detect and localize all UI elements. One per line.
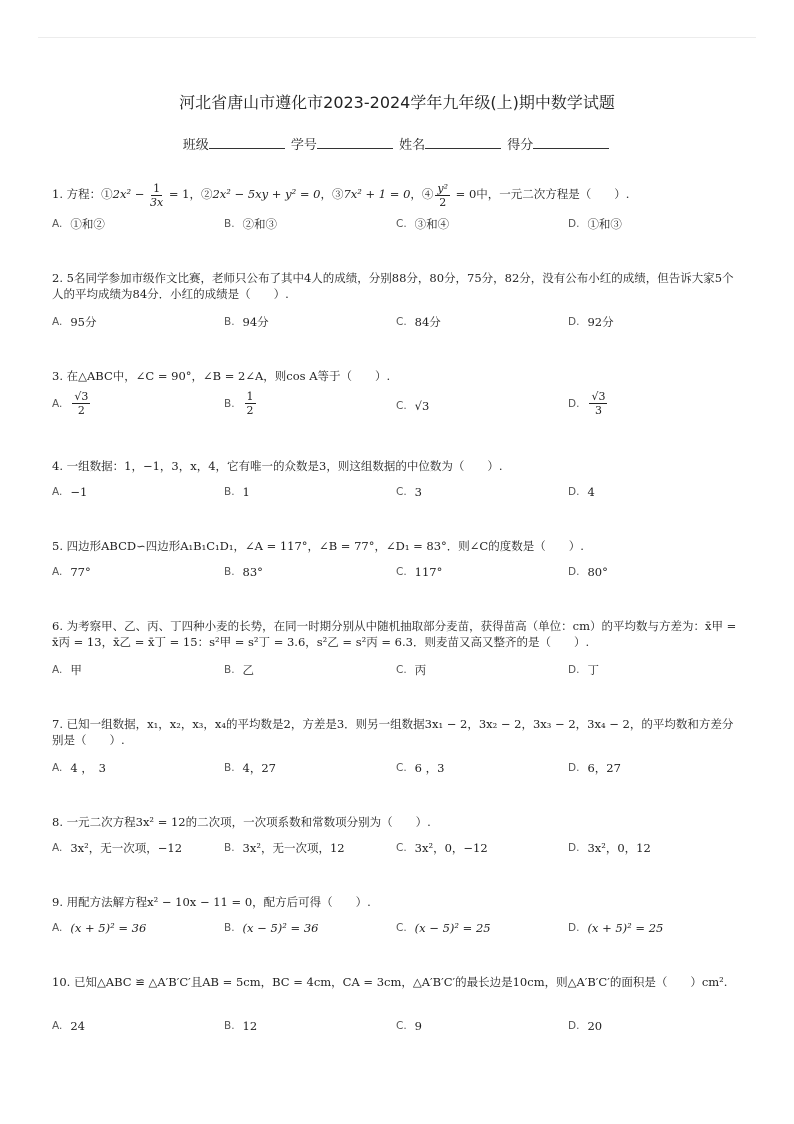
question-stem: 10. 已知△ABC ≌ △A′B′C′且AB = 5cm，BC = 4cm，CA = 3cm，△A′B′C′的最长边是10cm，则△A′B′C′的面积是（ ）cm².	[52, 975, 728, 989]
header-rule	[38, 37, 756, 38]
option-b[interactable]: B. (x − 5)² = 36	[224, 921, 319, 935]
question-stem: 7. 已知一组数据，x₁，x₂，x₃，x₄的平均数是2，方差是3．则另一组数据3x₁ − 2，3x₂ − 2，3x₃ − 2，3x₄ − 2，的平均数和方差分别是（ ）.	[52, 717, 734, 747]
option-b[interactable]: B. ②和③	[224, 217, 278, 231]
score-blank[interactable]	[533, 136, 609, 149]
options	[52, 840, 742, 862]
option-c[interactable]: C. ③和④	[396, 217, 450, 231]
question-stem: 4. 一组数据：1，−1，3，x，4，它有唯一的众数是3，则这组数据的中位数为（ ）.	[52, 459, 503, 473]
option-d[interactable]: D. 80°	[568, 565, 608, 579]
option-b[interactable]: B. 4，27	[224, 761, 276, 775]
question-stem: 1. 方程：①2x² − $\frac{1}{3x}$ = 1，②2x² − 5xy + y² = 0，③7x² + 1 = 0，④ $\frac{\text{y²}}{2}$ = 0中，一元二次方程是（ ）.	[52, 181, 630, 209]
option-c[interactable]: C. 丙	[396, 663, 427, 677]
class-blank[interactable]	[209, 136, 285, 149]
options	[52, 1018, 742, 1040]
options	[52, 920, 742, 942]
question-5	[52, 538, 744, 579]
option-a[interactable]: A. 3x²，无一次项，−12	[52, 841, 183, 855]
option-c[interactable]: C. (x − 5)² = 25	[396, 921, 491, 935]
option-a[interactable]: A. 95分	[52, 315, 97, 329]
option-d[interactable]: D. (x + 5)² = 25	[568, 921, 664, 935]
options	[52, 216, 742, 238]
option-a[interactable]: A. $\frac{√3}{2}$	[52, 390, 89, 417]
option-c[interactable]: C. √3	[396, 399, 430, 413]
option-d[interactable]: D. $\frac{√3}{3}$	[568, 390, 606, 417]
option-c[interactable]: C. 84分	[396, 315, 441, 329]
options	[52, 662, 742, 684]
student-id-blank[interactable]	[317, 136, 393, 149]
fraction: $\frac{\text{y²}}{2}$	[437, 181, 449, 209]
option-d[interactable]: D. ①和③	[568, 217, 622, 231]
question-4	[52, 458, 744, 499]
question-10	[52, 974, 744, 1033]
option-d[interactable]: D. 20	[568, 1019, 603, 1033]
option-d[interactable]: D. 4	[568, 485, 595, 499]
option-a[interactable]: A. 甲	[52, 663, 82, 677]
info-field-name: 姓名	[399, 134, 503, 153]
option-c[interactable]: C. 9	[396, 1019, 422, 1033]
options	[52, 760, 742, 782]
option-c[interactable]: C. 3x²，0，−12	[396, 841, 488, 855]
option-b[interactable]: B. 3x²，无一次项，12	[224, 841, 345, 855]
question-stem: 9. 用配方法解方程x² − 10x − 11 = 0，配方后可得（ ）.	[52, 895, 371, 909]
question-3	[52, 368, 744, 417]
option-d[interactable]: D. 3x²，0，12	[568, 841, 651, 855]
option-b[interactable]: B. 1	[224, 485, 250, 499]
option-a[interactable]: A. 77°	[52, 565, 91, 579]
option-b[interactable]: B. 乙	[224, 663, 255, 677]
option-a[interactable]: A. 4 ， 3	[52, 761, 106, 775]
question-stem: 2. 5名同学参加市级作文比赛，老师只公布了其中4人的成绩，分别88分，80分，75分，82分，没有公布小红的成绩，但告诉大家5个人的平均成绩为84分．小红的成绩是（ ）.	[52, 271, 734, 301]
question-2	[52, 270, 744, 329]
name-blank[interactable]	[425, 136, 501, 149]
option-d[interactable]: D. 92分	[568, 315, 614, 329]
fraction: $\frac{√3}{2}$	[74, 390, 89, 417]
option-b[interactable]: B. 83°	[224, 565, 263, 579]
options	[52, 390, 742, 424]
option-a[interactable]: A. −1	[52, 485, 88, 499]
question-stem: 5. 四边形ABCD∽四边形A₁B₁C₁D₁，∠A = 117°，∠B = 77°，∠D₁ = 83°．则∠C的度数是（ ）.	[52, 539, 584, 553]
page-title: 河北省唐山市遵化市2023-2024学年九年级(上)期中数学试题	[179, 93, 615, 112]
info-field-class: 班级	[183, 134, 287, 153]
student-info-line	[0, 134, 794, 153]
question-stem: 6. 为考察甲、乙、丙、丁四种小麦的长势，在同一时期分别从中随机抽取部分麦苗，获得苗高（单位：cm）的平均数与方差为：x̄甲 = x̄丙 = 13，x̄乙 = x̄丁 = 15：s²甲 = s²丁 = 3.6，s²乙 = s²丙 = 6.3．则麦苗又高又整齐的是（ ）.	[52, 619, 737, 649]
options	[52, 564, 742, 586]
option-b[interactable]: B. $\frac{1}{2}$	[224, 390, 254, 417]
option-d[interactable]: D. 丁	[568, 663, 599, 677]
option-c[interactable]: C. 6 ，3	[396, 761, 445, 775]
options	[52, 314, 742, 336]
option-a[interactable]: A. (x + 5)² = 36	[52, 921, 147, 935]
option-c[interactable]: C. 117°	[396, 565, 443, 579]
question-9	[52, 894, 744, 935]
question-stem: 8. 一元二次方程3x² = 12的二次项，一次项系数和常数项分别为（ ）.	[52, 815, 431, 829]
option-d[interactable]: D. 6，27	[568, 761, 621, 775]
options	[52, 484, 742, 506]
fraction: $\frac{√3}{3}$	[591, 390, 606, 417]
info-field-student-id: 学号	[291, 134, 395, 153]
option-a[interactable]: A. 24	[52, 1019, 85, 1033]
info-field-score: 得分	[507, 134, 611, 153]
option-c[interactable]: C. 3	[396, 485, 422, 499]
option-b[interactable]: B. 94分	[224, 315, 269, 329]
question-8	[52, 814, 744, 855]
question-stem: 3. 在△ABC中，∠C = 90°，∠B = 2∠A，则cos A等于（ ）.	[52, 369, 391, 383]
option-b[interactable]: B. 12	[224, 1019, 258, 1033]
question-7	[52, 716, 744, 775]
question-1	[52, 180, 744, 231]
option-a[interactable]: A. ①和②	[52, 217, 105, 231]
question-6	[52, 618, 744, 677]
fraction: $\frac{1}{3x}$	[150, 181, 164, 209]
fraction: $\frac{1}{2}$	[246, 390, 254, 417]
